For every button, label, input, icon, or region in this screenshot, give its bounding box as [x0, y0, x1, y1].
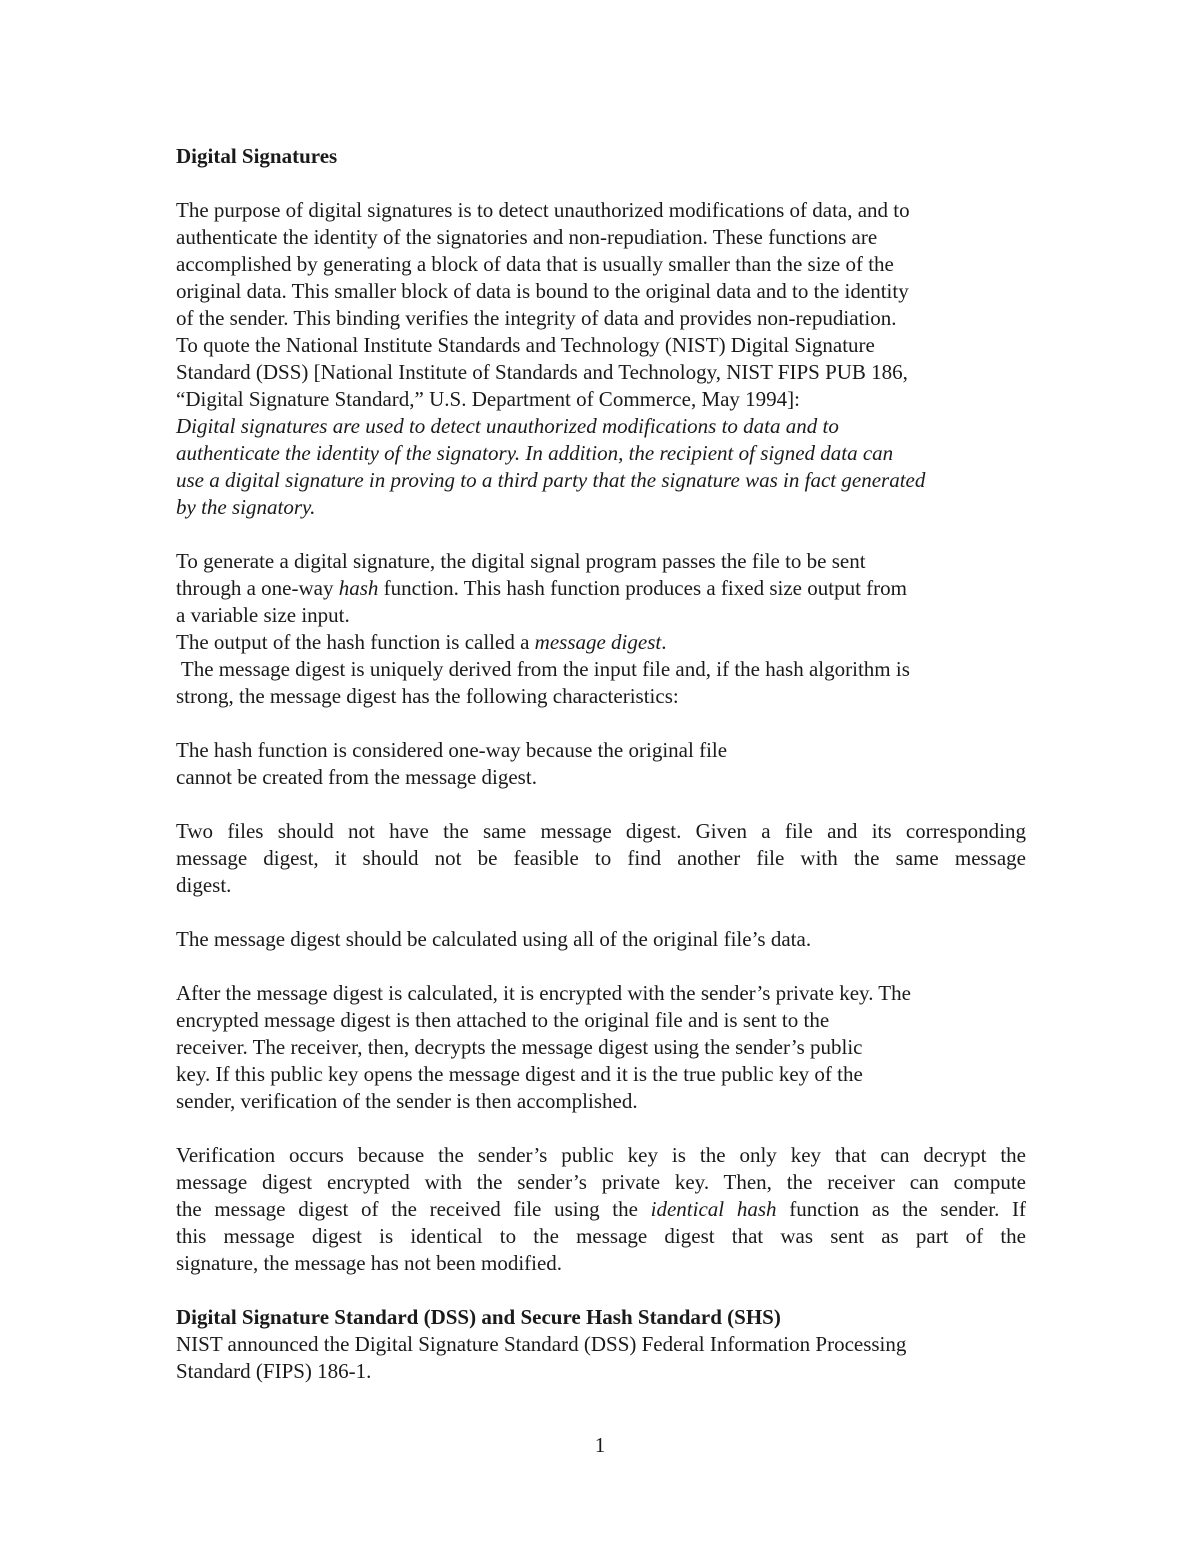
verification-line: this message digest is identical to the message digest that was sent as part of the [176, 1224, 1026, 1248]
page-content [176, 143, 1026, 1385]
spacer [176, 170, 1026, 197]
verification-line: signature, the message has not been modified. [176, 1251, 563, 1275]
intro-line: Standard (DSS) [National Institute of Standards and Technology, NIST FIPS PUB 186, [176, 360, 908, 384]
spacer [176, 791, 1026, 818]
intro-line: of the sender. This binding verifies the integrity of data and provides non-repudiation. [176, 306, 897, 330]
quote-line: Digital signatures are used to detect unauthorized modifications to data and to [176, 414, 839, 438]
after-line: receiver. The receiver, then, decrypts the message digest using the sender’s public [176, 1035, 863, 1059]
intro-line: original data. This smaller block of data is bound to the original data and to the identity [176, 279, 909, 303]
intro-paragraph [176, 197, 1026, 413]
spacer [176, 710, 1026, 737]
after-line: sender, verification of the sender is then accomplished. [176, 1089, 638, 1113]
generate-line: a variable size input. [176, 603, 350, 627]
spacer [176, 899, 1026, 926]
intro-line: The purpose of digital signatures is to detect unauthorized modifications of data, and to [176, 198, 910, 222]
hash-term: hash [338, 576, 379, 600]
twofiles-line: digest. [176, 873, 232, 897]
verification-line [176, 1196, 1026, 1223]
generate-line: To generate a digital signature, the digital signal program passes the file to be sent [176, 549, 866, 573]
quote-line: authenticate the identity of the signatory. In addition, the recipient of signed data can [176, 441, 894, 465]
verification-line: Verification occurs because the sender’s public key is the only key that can decrypt the [176, 1143, 1026, 1167]
twofiles-line: message digest, it should not be feasible to find another file with the same message [176, 846, 1026, 870]
text-run: The output of the hash function is called a [176, 630, 535, 654]
generate-line: strong, the message digest has the following characteristics: [176, 684, 679, 708]
spacer [176, 953, 1026, 980]
quote-line: by the signatory. [176, 495, 316, 519]
intro-line: accomplished by generating a block of data that is usually smaller than the size of the [176, 252, 894, 276]
after-line: encrypted message digest is then attached to the original file and is sent to the [176, 1008, 830, 1032]
text-run: function as the sender. If [776, 1197, 1026, 1221]
text-run: through a one-way [176, 576, 339, 600]
oneway-paragraph [176, 737, 1026, 791]
twofiles-line: Two files should not have the same message digest. Given a file and its corresponding [176, 819, 1026, 843]
generate-line [176, 575, 1026, 602]
calculated-paragraph [176, 926, 1026, 953]
spacer [176, 1115, 1026, 1142]
section2-line: Standard (FIPS) 186-1. [176, 1359, 372, 1383]
oneway-line: cannot be created from the message digest. [176, 765, 537, 789]
verification-paragraph [176, 1142, 1026, 1277]
identical-hash-term: identical hash [650, 1197, 777, 1221]
after-line: key. If this public key opens the message digest and it is the true public key of the [176, 1062, 863, 1086]
oneway-line: The hash function is considered one-way because the original file [176, 738, 728, 762]
generate-line [176, 629, 1026, 656]
text-run: function. This hash function produces a fixed size output from [378, 576, 907, 600]
spacer [176, 521, 1026, 548]
after-line: After the message digest is calculated, it is encrypted with the sender’s private key. The [176, 981, 911, 1005]
calculated-line: The message digest should be calculated using all of the original file’s data. [176, 927, 812, 951]
section2-paragraph [176, 1331, 1026, 1385]
intro-line: To quote the National Institute Standards and Technology (NIST) Digital Signature [176, 333, 875, 357]
message-digest-term: message digest [534, 630, 662, 654]
spacer [176, 1277, 1026, 1304]
text-run: . [661, 630, 667, 654]
page-number: 1 [594, 1433, 606, 1457]
section2-line: NIST announced the Digital Signature Standard (DSS) Federal Information Processing [176, 1332, 907, 1356]
intro-line: “Digital Signature Standard,” U.S. Department of Commerce, May 1994]: [176, 387, 801, 411]
section-heading: Digital Signature Standard (DSS) and Secure Hash Standard (SHS) [176, 1305, 781, 1329]
text-run: the message digest of the received file using the [176, 1197, 651, 1221]
intro-line: authenticate the identity of the signatories and non-repudiation. These functions are [176, 225, 878, 249]
after-paragraph [176, 980, 1026, 1115]
quote-line: use a digital signature in proving to a third party that the signature was in fact generated [176, 468, 926, 492]
generate-paragraph [176, 548, 1026, 710]
twofiles-paragraph [176, 818, 1026, 899]
nist-quote [176, 413, 1026, 521]
generate-line: The message digest is uniquely derived from the input file and, if the hash algorithm is [176, 657, 910, 681]
document-title: Digital Signatures [176, 144, 338, 168]
verification-line: message digest encrypted with the sender’s private key. Then, the receiver can compute [176, 1170, 1026, 1194]
